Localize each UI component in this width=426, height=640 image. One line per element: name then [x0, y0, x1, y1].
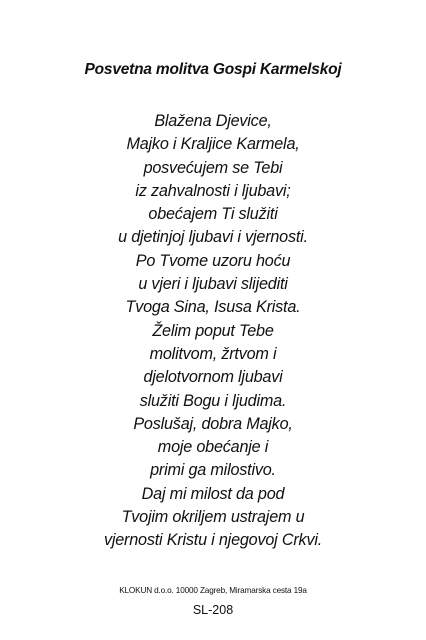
prayer-line: primi ga milostivo. [150, 461, 276, 480]
prayer-line: Poslušaj, dobra Majko, [133, 414, 293, 433]
prayer-line: molitvom, žrtvom i [149, 344, 277, 363]
prayer-text [0, 110, 426, 553]
prayer-line: Po Tvome uzoru hoću [135, 251, 291, 270]
prayer-line: Blažena Djevice, [154, 112, 272, 130]
publisher-info: KLOKUN d.o.o. 10000 Zagreb, Miramarska cesta 19a [119, 586, 307, 595]
prayer-line: iz zahvalnosti i ljubavi; [135, 181, 291, 200]
prayer-line: Tvoga Sina, Isusa Krista. [125, 298, 301, 317]
prayer-line: moje obećanje i [157, 438, 269, 457]
prayer-line: u djetinjoj ljubavi i vjernosti. [118, 228, 308, 247]
prayer-line: služiti Bogu i ljudima. [139, 391, 287, 410]
prayer-line: vjernosti Kristu i njegovoj Crkvi. [103, 531, 323, 550]
prayer-line: djelotvornom ljubavi [143, 368, 283, 387]
product-code: SL-208 [192, 603, 234, 617]
prayer-line: Tvojim okriljem ustrajem u [121, 508, 305, 527]
prayer-line: posvećujem se Tebi [143, 158, 283, 177]
prayer-line: Daj mi milost da pod [141, 484, 285, 503]
prayer-line: Želim poput Tebe [152, 321, 274, 340]
prayer-title: Posvetna molitva Gospi Karmelskoj [84, 61, 342, 78]
prayer-line: u vjeri i ljubavi slijediti [138, 275, 288, 294]
prayer-line: Majko i Kraljice Karmela, [126, 135, 300, 154]
prayer-line: obećajem Ti služiti [148, 205, 278, 224]
